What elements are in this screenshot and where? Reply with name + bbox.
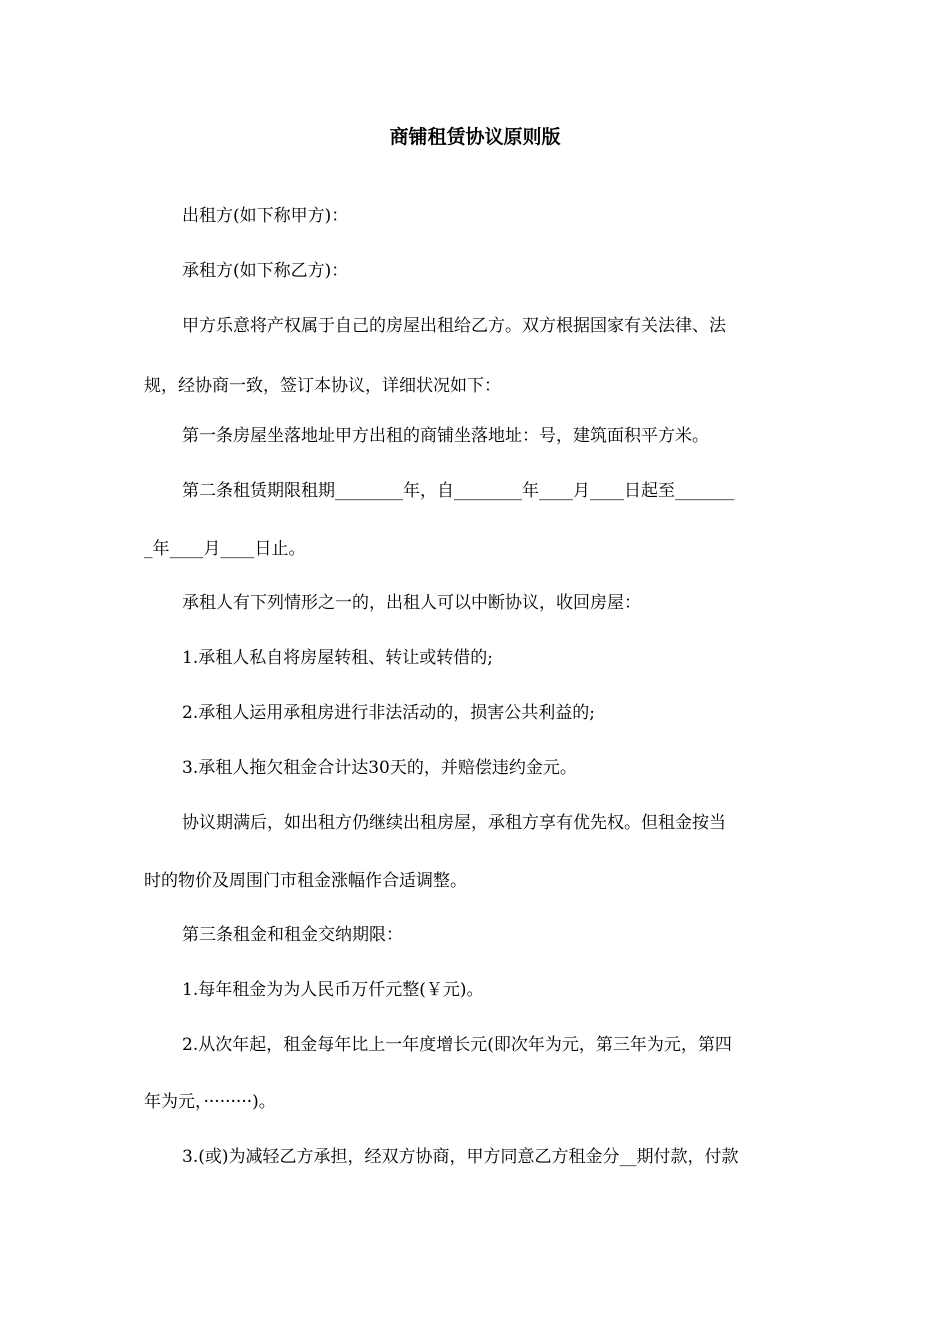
renewal-line-2: 时的物价及周围门市租金涨幅作合适调整。: [144, 871, 467, 891]
article-2-term-line-1: 第二条租赁期限租期________年，自________年____月____日起至_______: [182, 481, 735, 501]
renewal-line-1: 协议期满后，如出租方仍继续出租房屋，承租方享有优先权。但租金按当: [182, 813, 726, 833]
article-1-address: 第一条房屋坐落地址甲方出租的商铺坐落地址：号，建筑面积平方米。: [182, 426, 709, 446]
rent-item-1: 1.每年租金为为人民币万仟元整(￥元)。: [182, 980, 484, 1000]
document-title: 商铺租赁协议原则版: [389, 126, 561, 148]
termination-item-1: 1.承租人私自将房屋转租、转让或转借的;: [182, 648, 493, 668]
rent-item-3-line-1: 3.(或)为减轻乙方承担，经双方协商，甲方同意乙方租金分__期付款，付款: [182, 1147, 739, 1167]
termination-item-3: 3.承租人拖欠租金合计达30天的，并赔偿违约金元。: [182, 758, 577, 778]
preamble-line-2: 规，经协商一致，签订本协议，详细状况如下：: [144, 376, 501, 396]
rent-item-2-line-1: 2.从次年起，租金每年比上一年度增长元(即次年为元，第三年为元，第四: [182, 1035, 732, 1055]
article-2-term-line-2: _年____月____日止。: [144, 539, 306, 559]
clause-lessor: 出租方(如下称甲方)：: [182, 206, 349, 226]
rent-item-2-line-2: 年为元，·········)。: [144, 1092, 276, 1112]
termination-item-2: 2.承租人运用承租房进行非法活动的，损害公共利益的;: [182, 703, 595, 723]
termination-intro: 承租人有下列情形之一的，出租人可以中断协议，收回房屋：: [182, 593, 641, 613]
clause-lessee: 承租方(如下称乙方)：: [182, 261, 349, 281]
preamble-line-1: 甲方乐意将产权属于自己的房屋出租给乙方。双方根据国家有关法律、法: [182, 316, 726, 336]
article-3-heading: 第三条租金和租金交纳期限：: [182, 925, 403, 945]
